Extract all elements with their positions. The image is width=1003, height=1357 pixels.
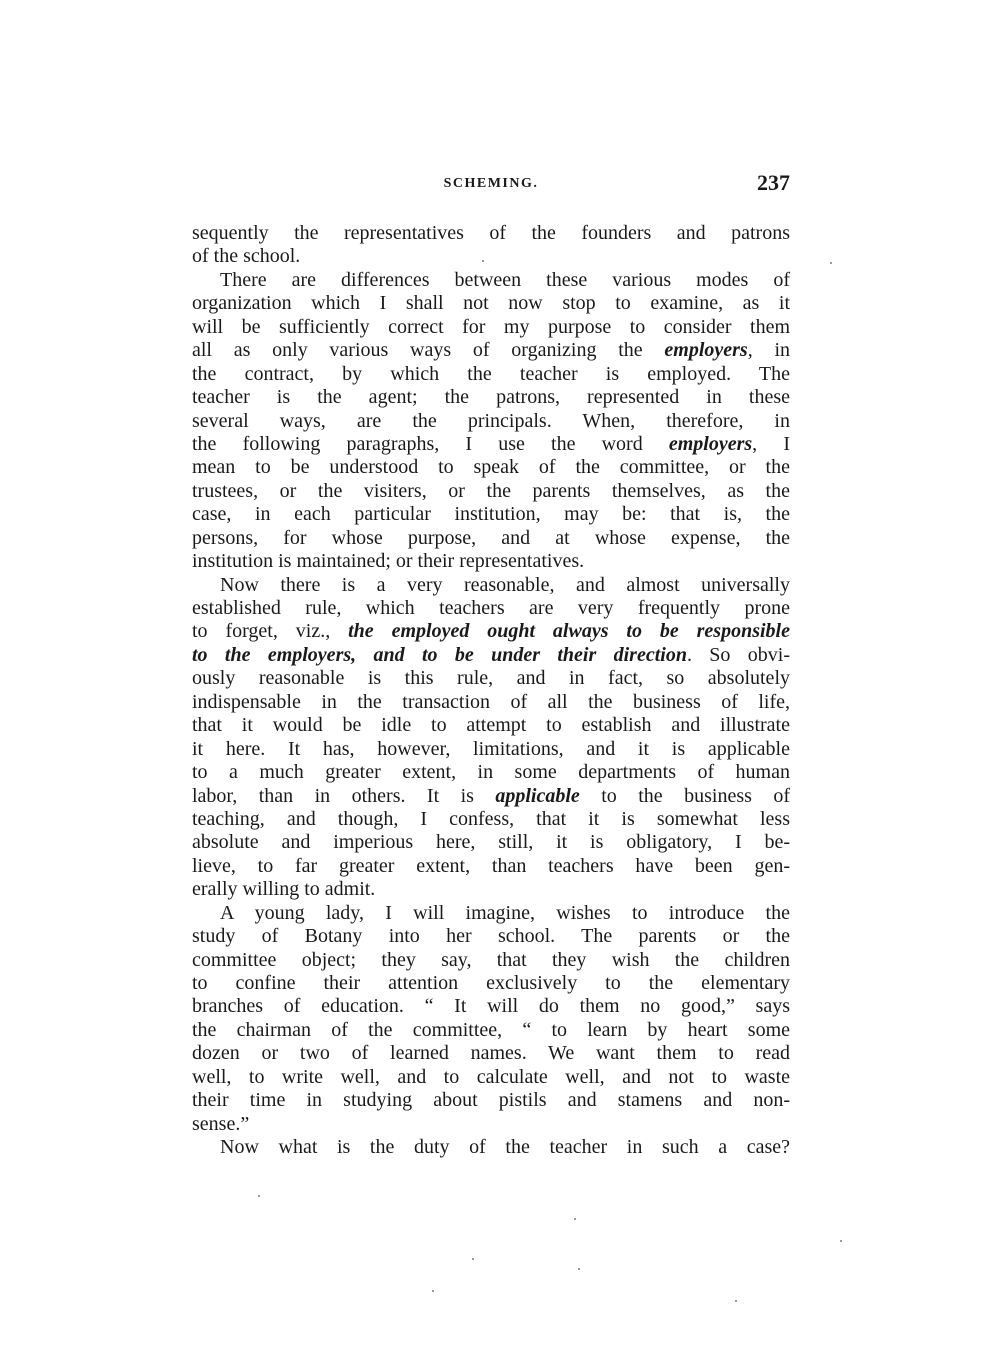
emphasis: the employed ought always to be responsible [348,620,790,643]
text-line: case, in each particular institution, may be: that is, the [192,503,790,526]
paragraph-start-line: Now there is a very reasonable, and almost universally [220,573,790,596]
text-line: to the employers, and to be under their direction. So obvi- [192,643,790,666]
text-line: will be sufficiently correct for my purpose to consider them [192,315,790,338]
paragraph-start-line: A young lady, I will imagine, wishes to introduce the [220,901,790,924]
page-header [192,170,790,200]
text-line: lieve, to far greater extent, than teachers have been gen- [192,854,790,877]
text-line: the following paragraphs, I use the word employers, I [192,432,790,455]
text-line: teacher is the agent; the patrons, represented in these [192,386,790,409]
text-line: teaching, and though, I confess, that it is somewhat less [192,807,790,830]
scan-speck [472,1258,474,1260]
text-line: to a much greater extent, in some departments of human [192,761,790,784]
text-line: to confine their attention exclusively to the elementary [192,972,790,994]
text-line: of the school. [192,245,301,268]
text-line: several ways, are the principals. When, therefore, in [192,409,790,432]
scan-speck [735,1300,737,1302]
text-line: mean to be understood to speak of the committee, or the [192,456,790,479]
text-line: persons, for whose purpose, and at whose expense, the [192,526,790,549]
scan-speck [258,1195,260,1197]
emphasis: employers [668,432,753,455]
text-line: study of Botany into her school. The parents or the [192,925,790,948]
page-number: 237 [757,170,790,195]
text-line: branches of education. “ It will do them no good,” says [192,995,790,1018]
text-line: institution is maintained; or their representatives. [192,550,585,573]
emphasis: employers [664,339,748,362]
text-line: the contract, by which the teacher is employed. The [192,362,790,385]
text-line: ously reasonable is this rule, and in fact, so absolutely [192,667,790,690]
text-line: organization which I shall not now stop to examine, as it [192,292,790,315]
scan-speck [432,1290,434,1292]
running-title: SCHEMING. [443,176,539,191]
text-line: trustees, or the visiters, or the parents themselves, as the [192,479,790,502]
body-text [192,222,790,1160]
text-line: the chairman of the committee, “ to learn by heart some [192,1018,790,1041]
scan-speck [830,262,832,264]
emphasis: to the employers, and to be under their direction [192,643,687,666]
text-line: erally willing to admit. [192,878,376,901]
text-line: absolute and imperious here, still, it is obligatory, I be- [192,831,790,854]
paragraph-start-line: There are differences between these various modes of [220,268,790,291]
scan-speck [578,1268,580,1270]
text-line: sense.” [192,1112,250,1135]
text-line: well, to write well, and to calculate well, and not to waste [192,1065,790,1088]
paragraph-start-line: Now what is the duty of the teacher in such a case? [220,1136,790,1159]
emphasis: applicable [495,784,580,807]
text-line: committee object; they say, that they wish the children [192,948,790,971]
text-line: labor, than in others. It is applicable to the business of [192,784,791,807]
text-line: all as only various ways of organizing the employers, in [192,339,791,362]
scan-speck [482,260,484,262]
text-line: sequently the representatives of the founders and patrons [192,222,790,244]
text-line: dozen or two of learned names. We want them to read [192,1042,790,1065]
text-line: established rule, which teachers are very frequently prone [192,597,790,619]
text-line: indispensable in the transaction of all the business of life, [192,690,790,713]
scan-speck [840,1240,842,1242]
text-line: their time in studying about pistils and stamens and non- [192,1089,790,1112]
text-line: to forget, viz., the employed ought always to be responsible [192,620,790,643]
text-line: that it would be idle to attempt to establish and illustrate [192,714,790,737]
scan-speck [574,1218,576,1220]
text-line: it here. It has, however, limitations, and it is applicable [192,737,790,760]
